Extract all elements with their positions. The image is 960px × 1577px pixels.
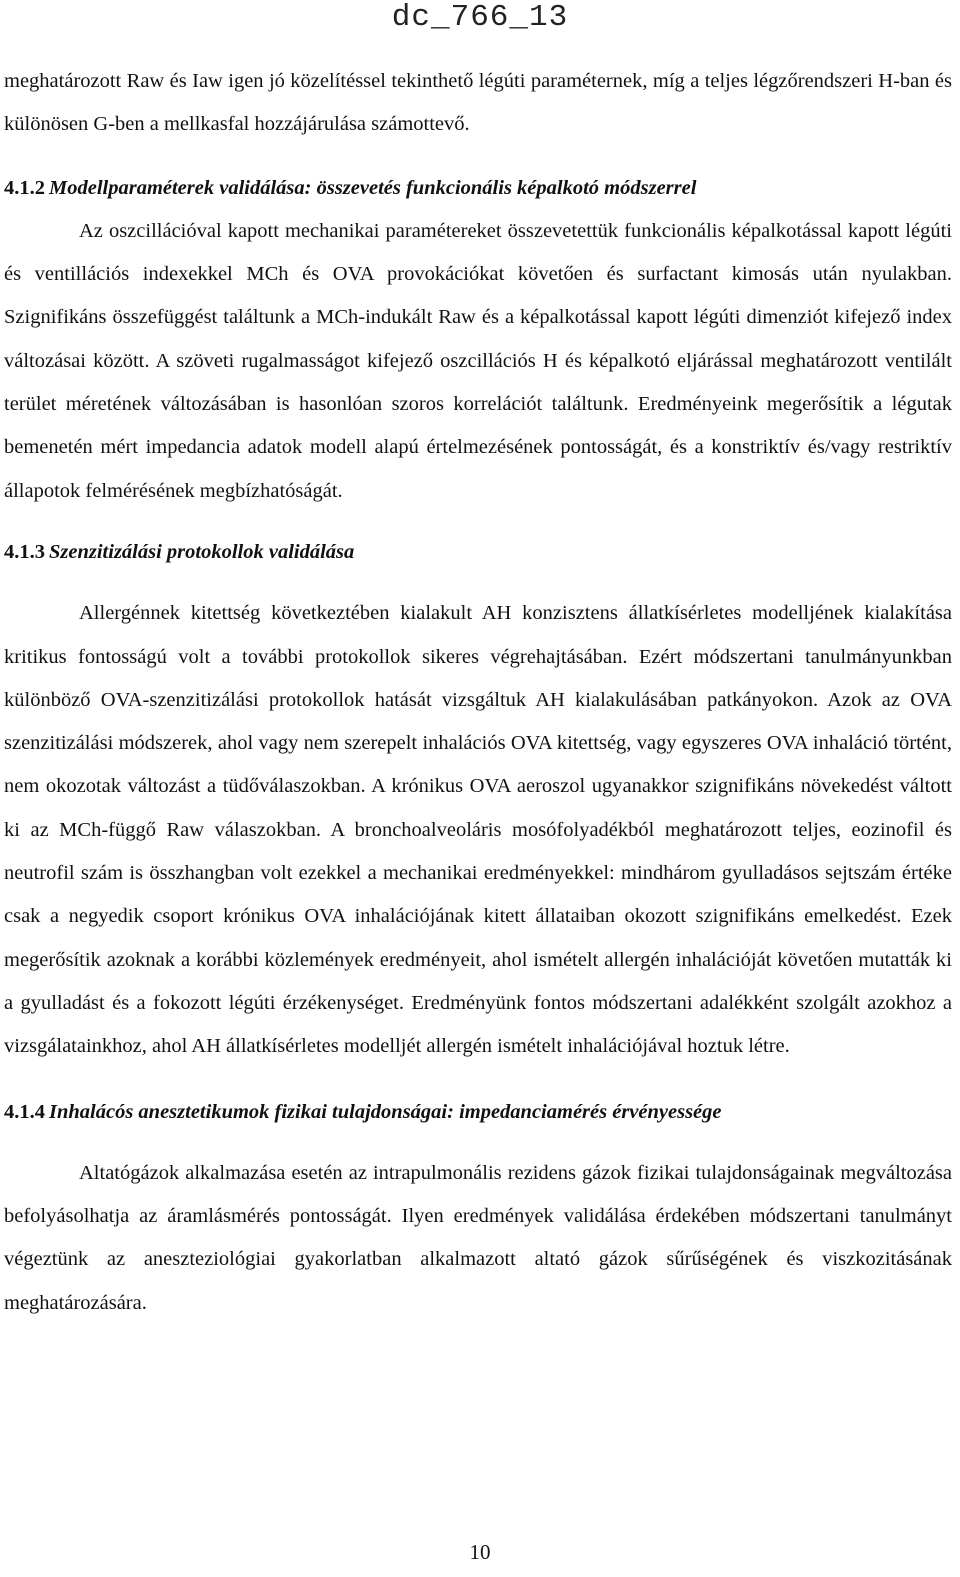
section-title: Modellparaméterek validálása: összevetés funkcionális képalkotó módszerrel [49, 176, 697, 199]
document-code-header: dc_766_13 [391, 0, 569, 35]
section-number: 4.1.4 [4, 1100, 45, 1123]
section-heading-4-1-2 [4, 167, 952, 210]
page-number: 10 [469, 1540, 491, 1564]
section-paragraph-4-1-2: Az oszcillációval kapott mechanikai paramétereket összevetettük funkcionális képalkotással kapott légúti és ventillációs indexekkel MCh és OVA provokációkat követően és surfactant kimosás után nyulakban. Szignifikáns összefüggést találtunk a MCh-indukált Raw és a képalkotással kapott légúti dimenziót kifejező index változásai között. A szöveti rugalmasságot kifejező oszcillációs H és képalkotó eljárással meghatározott ventilált terület méretének változásában is hasonlóan szoros korrelációt találtunk. Eredményeink megerősítik a légutak bemenetén mért impedancia adatok modell alapú értelmezésének pontosságát, és a konstriktív és/vagy restriktív állapotok felmérésének megbízhatóságát. [4, 219, 952, 502]
section-heading-4-1-3 [4, 531, 952, 574]
section-number: 4.1.2 [4, 176, 45, 199]
section-paragraph-4-1-3: Allergénnek kitettség következtében kialakult AH konzisztens állatkísérletes modelljének kialakítása kritikus fontosságú volt a további protokollok sikeres végrehajtásában. Ezért módszertani tanulmányunkban különböző OVA-szenzitizálási protokollok hatását vizsgáltuk AH kialakulásában patkányokon. Azok az OVA szenzitizálási módszerek, ahol vagy nem szerepelt inhalációs OVA kitettség, vagy egyszeres OVA inhaláció történt, nem okozotak változást a tüdőválaszokban. A krónikus OVA aeroszol ugyanakkor szignifikáns növekedést váltott ki az MCh-függő Raw válaszokban. A bronchoalveoláris mosófolyadékból meghatározott teljes, eozinofil és neutrofil szám is összhangban volt ezekkel a mechanikai eredményekkel: mindhárom gyulladásos sejtszám értéke csak a negyedik csoport krónikus OVA inhalációjának kitett állataiban okozott szignifikáns emelkedést. Ezek megerősítik azoknak a korábbi közlemények eredményeit, ahol ismételt allergén inhalációját követően mutatták ki a gyulladást és a fokozott légúti érzékenységet. Eredményünk fontos módszertani adalékként szolgált azokhoz a vizsgálatainkhoz, ahol AH állatkísérletes modelljét allergén ismételt inhalációjával hoztuk létre. [4, 602, 952, 1058]
section-paragraph-4-1-4: Altatógázok alkalmazása esetén az intrapulmonális rezidens gázok fizikai tulajdonságainak megváltozása befolyásolhatja az áramlásmérés pontosságát. Ilyen eredmények validálása érdekében módszertani tanulmányt végeztünk az aneszteziológiai gyakorlatban alkalmazott altató gázok sűrűségének és viszkozitásának meghatározására. [4, 1161, 952, 1314]
section-title: Inhalácós anesztetikumok fizikai tulajdonságai: impedanciamérés érvényessége [49, 1100, 722, 1123]
section-title: Szenzitizálási protokollok validálása [49, 540, 355, 563]
document-page [4, 60, 952, 1325]
section-heading-4-1-4 [4, 1091, 952, 1134]
intro-paragraph: meghatározott Raw és Iaw igen jó közelítéssel tekinthető légúti paraméternek, míg a teljes légzőrendszeri H-ban és különösen G-ben a mellkasfal hozzájárulása számottevő. [4, 70, 952, 136]
section-number: 4.1.3 [4, 540, 45, 563]
